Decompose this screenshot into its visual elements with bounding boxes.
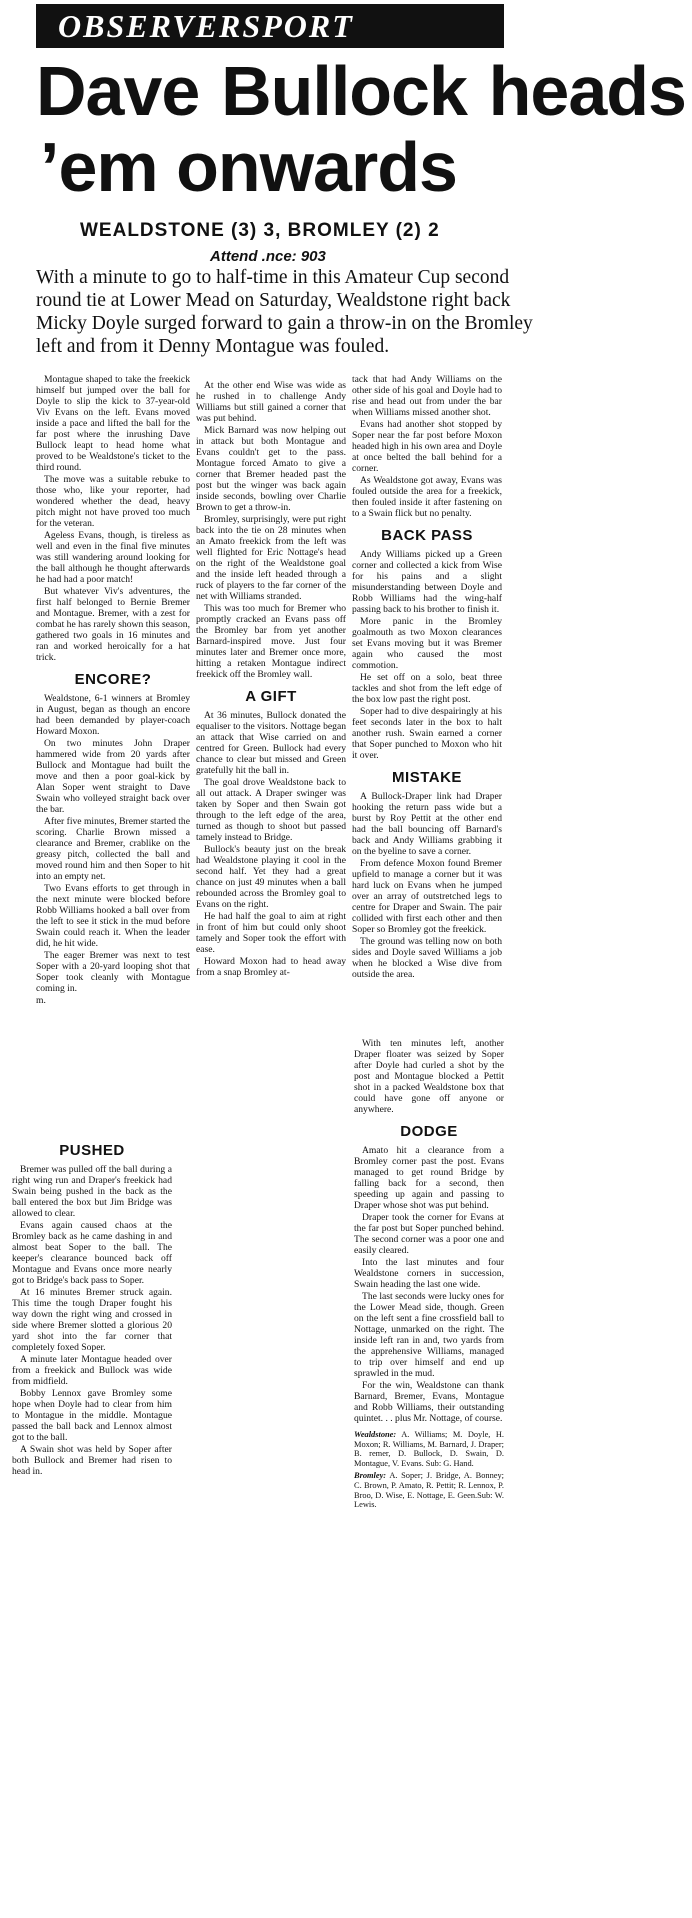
article-column-1 (36, 374, 190, 1134)
team-players: A. Soper; J. Bridge, A. Bonney; C. Brown, P. Amato, R. Pettit; R. Lennox, P. Broo, D. Wise, E. Nottage, E. Geen.Sub: W. Lewis. (354, 1471, 504, 1510)
team-wealdstone (354, 1430, 504, 1468)
body-paragraph: Bullock's beauty just on the break had Wealdstone playing it cool in the second half. Yet they had a great chance on just 49 minutes when a ball rebounded across the Bromley goal to Evans on the right. (196, 844, 346, 910)
body-paragraph: Bobby Lennox gave Bromley some hope when Doyle had to clear from him to Montague in the middle. Montague passed the ball back and Lennox almost got to the ball. (12, 1388, 172, 1443)
subhead-back-pass: BACK PASS (381, 527, 473, 544)
body-paragraph: The eager Bremer was next to test Soper with a 20-yard looping shot that Soper took cleanly with Montague coming in. (36, 950, 190, 994)
masthead-banner: OBSERVERSPORT (36, 4, 504, 48)
body-paragraph: But whatever Viv's adventures, the first half belonged to Bernie Bremer and Montague. Bremer, with a zest for combat he has rarely shown this season, gathered two goals in 16 minutes and ran and worked heroically for a hat trick. (36, 586, 190, 663)
body-paragraph: Evans again caused chaos at the Bromley back as he came dashing in and almost beat Soper to the ball. The keeper's clearance bounced back off Montague and Evans once more nearly got to Bridge's back pass to Soper. (12, 1220, 172, 1286)
body-paragraph: Montague shaped to take the freekick himself but jumped over the ball for Doyle to slip the kick to 37-year-old Viv Evans on the left. Evans moved inside a pace and lifted the ball for the far post where the inrushing Dave Bullock leapt to head home what proved to be Wealdstone's ticket to the third round. (36, 374, 190, 473)
body-paragraph: tack that had Andy Williams on the other side of his goal and Doyle had to rise and head out from under the bar when Williams missed another shot. (352, 374, 502, 418)
subhead-encore: ENCORE? (74, 671, 152, 688)
body-paragraph: At 36 minutes, Bullock donated the equaliser to the visitors. Nottage began an attack that Wise carried on and centred for Green. Bullock had every chance to clear but missed and Green gratefully hit the ball in. (196, 710, 346, 776)
body-paragraph: A Bullock-Draper link had Draper hooking the return pass wide but a burst by Roy Pettit at the other end had the ball bouncing off Barnard's back and Andy Williams grabbing it on the byeline to save a corner. (352, 791, 502, 857)
body-paragraph: The goal drove Wealdstone back to all out attack. A Draper swinger was taken by Soper and then Swain got through to the left edge of the area, turned as though to shoot but passed tamely instead to Bridge. (196, 777, 346, 843)
body-paragraph: For the win, Wealdstone can thank Barnard, Bremer, Evans, Montague and Robb Williams, their outstanding quintet. . . plus Mr. Nottage, of course. (354, 1380, 504, 1424)
body-paragraph: Draper took the corner for Evans at the far post but Soper punched behind. The second corner was a poor one and easily cleared. (354, 1212, 504, 1256)
body-paragraph: Howard Moxon had to head away from a snap Bromley at- (196, 956, 346, 978)
body-paragraph: Amato hit a clearance from a Bromley corner past the post. Evans managed to get round Bridge by falling back for a second, then speeding up again and passing to Draper whose shot was put behind. (354, 1145, 504, 1211)
body-paragraph: After five minutes, Bremer started the scoring. Charlie Brown missed a clearance and Bremer, crablike on the greasy pitch, collected the ball and moved round him and then Soper to hit into an empty net. (36, 816, 190, 882)
scoreline: WEALDSTONE (3) 3, BROMLEY (2) 2 (80, 220, 440, 241)
headline-line-1 (36, 54, 686, 128)
team-players: A. Williams; M. Doyle, H. Moxon; R. Williams, M. Barnard, J. Draper; B. remer, D. Bullock, D. Swain, D. Montague, V. Evans. Sub: G. Hand. (354, 1430, 504, 1468)
article-column-2 (196, 380, 346, 1040)
team-label: Bromley: (354, 1471, 387, 1481)
stray-text: m. (36, 995, 46, 1006)
body-paragraph: The move was a suitable rebuke to those who, like your reporter, had wondered whether the dead, heavy pitch might not have proved too much for the veteran. (36, 474, 190, 529)
body-paragraph: He had half the goal to aim at right in front of him but could only shoot tamely and Soper took the effort with ease. (196, 911, 346, 955)
subhead-pushed: PUSHED (59, 1142, 125, 1159)
body-paragraph: Wealdstone, 6-1 winners at Bromley in August, began as though an encore had been demanded by player-coach Howard Moxon. (36, 693, 190, 737)
attendance: Attend .nce: 903 (210, 248, 326, 265)
body-paragraph: A minute later Montague headed over from a freekick and Bullock was wide from midfield. (12, 1354, 172, 1387)
lead-paragraph: With a minute to go to half-time in this Amateur Cup second round tie at Lower Mead on Saturday, Wealdstone right back Micky Doyle surged forward to gain a throw-in on the Bromley left and from it Denny Montague was fouled. (36, 267, 533, 357)
body-paragraph: As Wealdstone got away, Evans was fouled outside the area for a freekick, then fouled inside it after fastening on to a Swain flick but no penalty. (352, 475, 502, 519)
body-paragraph: Bremer was pulled off the ball during a right wing run and Draper's freekick had Swain being pushed in the back as the ball entered the box but Jim Bridge was allowed to clear. (12, 1164, 172, 1219)
subhead-a-gift: A GIFT (245, 688, 297, 705)
body-paragraph: At 16 minutes Bremer struck again. This time the tough Draper fought his way down the right wing and crossed in side where Bremer slotted a glorious 20 yard shot into the far corner that completely foxed Soper. (12, 1287, 172, 1353)
body-paragraph: This was too much for Bremer who promptly cracked an Evans pass off the Bromley bar from yet another Barnard-inspired move. Just four minutes later and Bremer once more, hitting a retaken Montague indirect freekick off the Bromley wall. (196, 603, 346, 680)
article-column-4 (12, 1134, 172, 1774)
body-paragraph: Two Evans efforts to get through in the next minute were blocked before Robb Williams hooked a ball over from the left to see it stick in the mud before Swain could reach it. When the leader did, he hit wide. (36, 883, 190, 949)
headline-word: Dave (36, 52, 200, 130)
body-paragraph: A Swain shot was held by Soper after both Bullock and Bremer had risen to head in. (12, 1444, 172, 1477)
headline-line-2: ’em onwards (40, 128, 457, 206)
team-lineups (354, 1430, 504, 1510)
body-paragraph: Mick Barnard was now helping out in attack but both Montague and Evans couldn't get to the pass. Montague forced Amato to give a corner that Bremer headed past the post but the winger was back again inside seconds, bowling over Charlie Brown to get a throw-in. (196, 425, 346, 513)
body-paragraph: He set off on a solo, beat three tackles and shot from the left edge of the box low past the right post. (352, 672, 502, 705)
body-paragraph: More panic in the Bromley goalmouth as two Moxon clearances set Evans moving but it was Bremer again who caused the most commotion. (352, 616, 502, 671)
body-paragraph: With ten minutes left, another Draper floater was seized by Soper after Doyle had curled a shot by the post and Montague blocked a Pettit shot in a packed Wealdstone box that could have gone off anyone or anywhere. (354, 1038, 504, 1115)
article-column-3 (352, 374, 502, 1024)
body-paragraph: The last seconds were lucky ones for the Lower Mead side, though. Green on the left sent a fine crossfield ball to Nottage, unmarked on the right. The inside left ran in and, two yards from the apprehensive Williams, managed to trip over himself and end up sprawled in the mud. (354, 1291, 504, 1379)
body-paragraph: Into the last minutes and four Wealdstone corners in succession, Swain heading the last one wide. (354, 1257, 504, 1290)
body-paragraph: At the other end Wise was wide as he rushed in to challenge Andy Williams but still gained a corner that was put behind. (196, 380, 346, 424)
article-column-5 (354, 1038, 504, 1918)
body-paragraph: The ground was telling now on both sides and Doyle saved Williams a job when he blocked a Wise dive from outside the area. (352, 936, 502, 980)
subhead-dodge: DODGE (400, 1123, 458, 1140)
subhead-mistake: MISTAKE (392, 769, 462, 786)
headline-word: heads (488, 52, 686, 130)
headline-word: Bullock (221, 52, 467, 130)
body-paragraph: Evans had another shot stopped by Soper near the far post before Moxon headed high in his own area and Doyle at once belted the ball behind for a corner. (352, 419, 502, 474)
team-label: Wealdstone: (354, 1430, 397, 1439)
body-paragraph: On two minutes John Draper hammered wide from 20 yards after Bullock and Montague had built the move and then a poor goal-kick by Alan Soper went straight to Dave Swain who volleyed straight back over the bar. (36, 738, 190, 815)
body-paragraph: Ageless Evans, though, is tireless as well and even in the final five minutes was still wandering around looking for the ball although he thought afterwards he had had a poor match! (36, 530, 190, 585)
body-paragraph: From defence Moxon found Bremer upfield to manage a corner but it was hard luck on Evans when he jumped over an array of outstretched legs to centre for Draper and Swain. The pair collided with first each other and then Soper so Bromley got the freekick. (352, 858, 502, 935)
body-paragraph: Soper had to dive despairingly at his feet seconds later in the box to halt another rush. Swain earned a corner that Soper punched to Moxon who hit it over. (352, 706, 502, 761)
team-bromley (354, 1471, 504, 1509)
body-paragraph: Andy Williams picked up a Green corner and collected a kick from Wise for his pains and a slight misunderstanding between Doyle and Robb Williams had the wing-half passing back to his brother to finish it. (352, 549, 502, 615)
body-paragraph: Bromley, surprisingly, were put right back into the tie on 28 minutes when an Amato freekick from the left was well flighted for Eric Nottage's head on the right of the Wealdstone goal and the inside left headed through a ruck of players to the far corner of the net with Williams stranded. (196, 514, 346, 602)
